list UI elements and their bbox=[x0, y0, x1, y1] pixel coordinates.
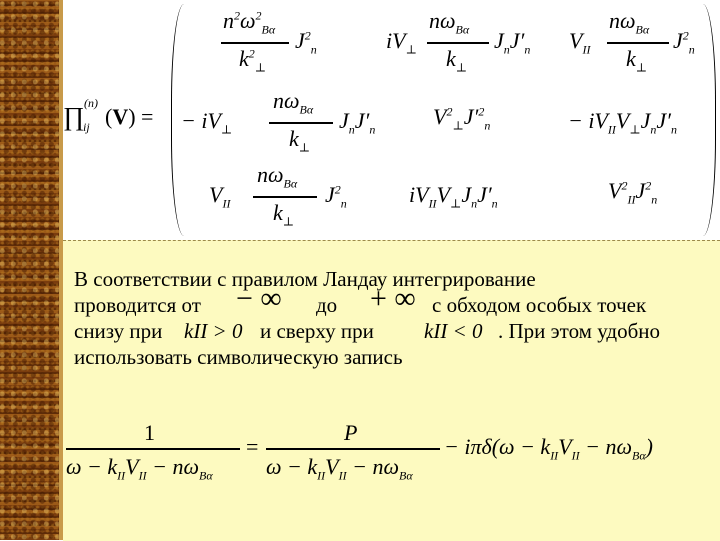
formula-right-numerator: P bbox=[344, 420, 358, 445]
r1c1-numerator: $n^2\omega^2_{B\alpha}$ bbox=[223, 8, 276, 37]
condition-kii-negative: kII < 0 bbox=[424, 319, 483, 343]
formula-delta-term: − $i\pi\delta(\omega - k_{II}V_{II} - n\omega_{B\alpha})$ bbox=[444, 434, 653, 463]
r3c3-entry: $V^2_{II}J^2_n$ bbox=[608, 178, 658, 207]
formula-left-numerator: 1 bbox=[144, 420, 155, 445]
formula-equals: = bbox=[246, 434, 259, 459]
condition-kii-positive: kII > 0 bbox=[184, 319, 243, 343]
r1c3-denominator: $k_\perp$ bbox=[626, 46, 648, 75]
matrix-equation-panel bbox=[63, 0, 720, 240]
r2c2-entry: $V^2_\perp J'^2_n$ bbox=[433, 104, 491, 133]
formula-left-bar bbox=[66, 448, 240, 450]
r3c1-denominator: $k_\perp$ bbox=[273, 200, 295, 229]
prose-line-2b: до bbox=[316, 293, 338, 317]
plus-infinity: + ∞ bbox=[370, 282, 416, 315]
minus-infinity: − ∞ bbox=[236, 282, 282, 315]
decorative-side-stripe bbox=[0, 0, 59, 540]
prose-line-2c: с обходом особых точек bbox=[432, 293, 647, 317]
lhs-argument: (V) = bbox=[105, 104, 154, 129]
r3c2-entry: $iV_{II}V_\perp J_nJ'_n$ bbox=[409, 182, 498, 211]
r1c1-denominator: $k^2_\perp$ bbox=[239, 46, 267, 75]
r2c3-entry: − $iV_{II}V_\perp J_nJ'_n$ bbox=[568, 108, 677, 137]
subscript-ij: ij bbox=[83, 120, 90, 134]
prose-line-4: использовать символическую запись bbox=[74, 345, 403, 369]
r1c1-fraction-bar bbox=[221, 42, 289, 44]
r1c1-bessel: $J^2_n$ bbox=[295, 28, 317, 57]
r3c1-numerator: $n\omega_{B\alpha}$ bbox=[257, 162, 298, 191]
prose-line-3c: . При этом удобно bbox=[498, 319, 660, 343]
r1c3-numerator: $n\omega_{B\alpha}$ bbox=[609, 8, 650, 37]
r2c1-bessel: $J_nJ'_n$ bbox=[339, 108, 376, 137]
prose-line-3a: снизу при bbox=[74, 319, 163, 343]
r1c2-numerator: $n\omega_{B\alpha}$ bbox=[429, 8, 470, 37]
prose-line-1: В соответствии с правилом Ландау интегрирование bbox=[74, 267, 536, 291]
formula-left-denominator: $\omega - k_{II}V_{II} - n\omega_{B\alpha}$ bbox=[66, 454, 213, 483]
r3c1-prefix: $V_{II}$ bbox=[209, 182, 231, 211]
r2c1-fraction-bar bbox=[269, 122, 333, 124]
r3c1-bessel: $J^2_n$ bbox=[325, 182, 347, 211]
r1c2-fraction-bar bbox=[427, 42, 489, 44]
prose-line-3b: и сверху при bbox=[260, 319, 374, 343]
r1c2-denominator: $k_\perp$ bbox=[446, 46, 468, 75]
r3c1-fraction-bar bbox=[253, 196, 317, 198]
r2c1-prefix: − $iV_\perp$ bbox=[181, 108, 233, 137]
r1c3-bessel: $J^2_n$ bbox=[673, 28, 695, 57]
r1c2-bessel: $J_nJ'_n$ bbox=[494, 28, 531, 57]
superscript-n: (n) bbox=[84, 96, 98, 110]
r1c2-prefix: $iV_\perp$ bbox=[386, 28, 417, 57]
product-symbol: ∏ bbox=[63, 102, 85, 131]
prose-line-2a: проводится от bbox=[74, 293, 201, 317]
r1c3-fraction-bar bbox=[607, 42, 669, 44]
r2c1-numerator: $n\omega_{B\alpha}$ bbox=[273, 88, 314, 117]
formula-right-denominator: $\omega - k_{II}V_{II} - n\omega_{B\alpha}$ bbox=[266, 454, 413, 483]
r2c1-denominator: $k_\perp$ bbox=[289, 126, 311, 155]
formula-right-bar bbox=[266, 448, 440, 450]
matrix-right-bracket bbox=[703, 4, 716, 236]
r1c3-prefix: $V_{II}$ bbox=[569, 28, 591, 57]
